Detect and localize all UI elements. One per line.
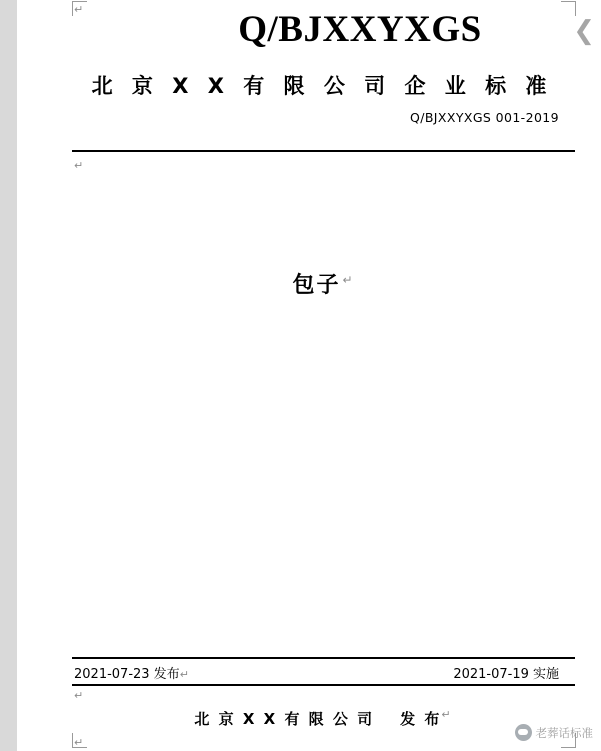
chevron-left-icon[interactable]: ❮: [573, 16, 595, 46]
watermark-logo-icon: [515, 724, 532, 741]
standard-code-heading: Q/BJXXYXGS: [238, 9, 482, 50]
publisher-line: [72, 708, 575, 729]
subject-title-text: 包子: [292, 273, 341, 298]
paragraph-mark-icon: ↵: [74, 689, 84, 702]
publisher-name: 北 京 X X 有 限 公 司: [194, 710, 375, 728]
paragraph-mark-icon: ↵: [74, 736, 84, 749]
organization-standard-title: 北 京 X X 有 限 公 司 企 业 标 准: [91, 74, 553, 98]
issue-date: [74, 663, 189, 682]
header-rule: [72, 150, 575, 152]
paragraph-mark-icon: ↵: [74, 159, 84, 172]
footer-rule-top: [72, 657, 575, 659]
issue-date-text: 2021-07-23 发布: [74, 667, 180, 682]
paragraph-mark-icon: ↵: [74, 3, 84, 16]
left-margin-band: [0, 0, 17, 751]
paragraph-mark-icon: ↵: [342, 272, 355, 287]
publisher-action: 发 布: [400, 710, 442, 728]
footer-rule-bottom: [72, 684, 575, 686]
paragraph-mark-icon: ↵: [441, 708, 453, 721]
implementation-date: 2021-07-19 实施: [453, 667, 559, 682]
document-body: [17, 0, 601, 751]
subject-title: [72, 268, 575, 299]
watermark: [515, 724, 594, 741]
watermark-text: 老葬话标准: [535, 725, 593, 740]
document-number: Q/BJXXYXGS 001-2019: [409, 110, 559, 125]
paragraph-mark-icon: ↵: [179, 668, 189, 681]
